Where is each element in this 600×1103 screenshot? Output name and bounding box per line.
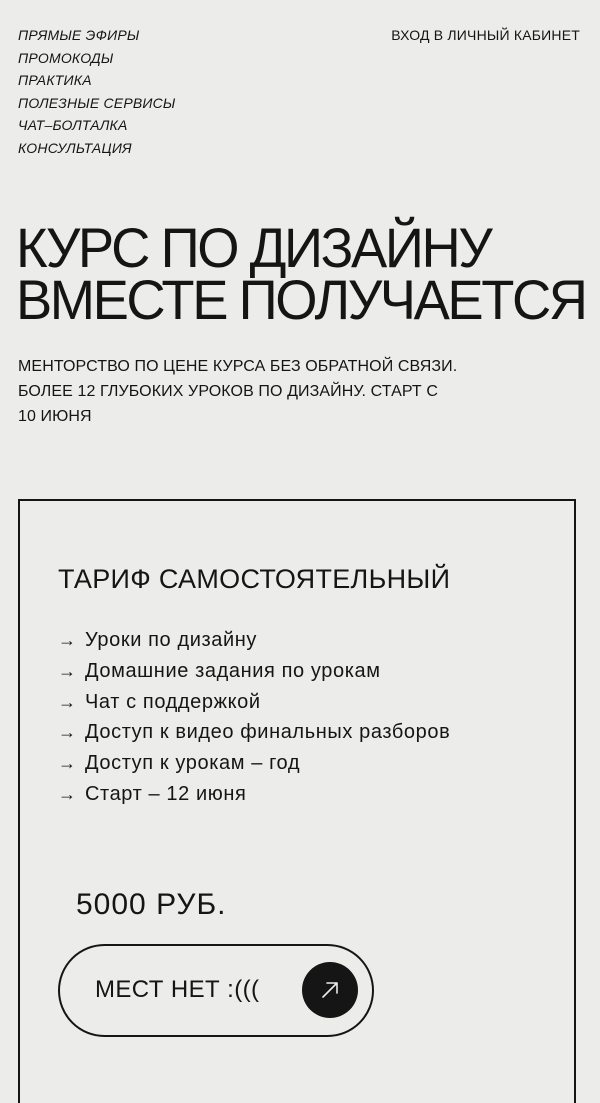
nav-item-consultation[interactable]: КОНСУЛЬТАЦИЯ <box>18 139 132 156</box>
nav-item-useful-services[interactable]: ПОЛЕЗНЫЕ СЕРВИСЫ <box>18 94 176 111</box>
arrow-right-icon: → <box>58 783 77 804</box>
feature-item <box>58 748 450 779</box>
feature-text: Домашние задания по урокам <box>85 659 381 682</box>
no-seats-button[interactable] <box>58 944 374 1037</box>
arrow-right-icon: → <box>58 691 77 712</box>
arrow-right-icon: → <box>58 630 77 650</box>
tariff-card <box>18 499 576 1103</box>
nav-item-live-streams[interactable]: ПРЯМЫЕ ЭФИРЫ <box>18 27 140 43</box>
tariff-price: 5000 РУБ. <box>76 888 227 921</box>
top-nav <box>18 24 176 160</box>
nav-item-practice[interactable]: ПРАКТИКА <box>18 72 92 89</box>
tariff-title: ТАРИФ САМОСТОЯТЕЛЬНЫЙ <box>58 564 451 594</box>
tariff-features <box>58 625 450 810</box>
feature-item <box>58 625 450 656</box>
arrow-right-icon: → <box>58 722 77 743</box>
feature-text: Доступ к урокам – год <box>85 752 301 775</box>
page-title-line-2: ВМЕСТЕ ПОЛУЧАЕТСЯ <box>16 268 586 331</box>
nav-item-chat[interactable]: ЧАТ–БОЛТАЛКА <box>18 117 128 134</box>
feature-text: Доступ к видео финальных разборов <box>85 721 451 744</box>
feature-item <box>58 717 450 748</box>
feature-text: Старт – 12 июня <box>85 782 247 805</box>
page-title <box>16 216 586 331</box>
arrow-right-icon: → <box>58 753 77 774</box>
page-title-line-1: КУРС ПО ДИЗАЙНУ <box>16 216 491 279</box>
feature-item <box>58 779 450 810</box>
arrow-right-icon: → <box>58 660 77 681</box>
hero-subtitle: МЕНТОРСТВО ПО ЦЕНЕ КУРСА БЕЗ ОБРАТНОЙ СВЯЗИ. БОЛЕЕ 12 ГЛУБОКИХ УРОКОВ ПО ДИЗАЙНУ. СТАРТ С 10 ИЮНЯ <box>18 358 458 425</box>
no-seats-button-label: МЕСТ НЕТ :((( <box>95 976 260 1003</box>
nav-item-promo-codes[interactable]: ПРОМОКОДЫ <box>18 49 114 66</box>
arrow-up-right-icon[interactable] <box>302 962 358 1018</box>
feature-item <box>58 687 450 718</box>
feature-item <box>58 656 450 687</box>
login-link[interactable]: ВХОД В ЛИЧНЫЙ КАБИНЕТ <box>391 27 580 43</box>
feature-text: Уроки по дизайну <box>85 629 257 651</box>
feature-text: Чат с поддержкой <box>85 690 261 713</box>
